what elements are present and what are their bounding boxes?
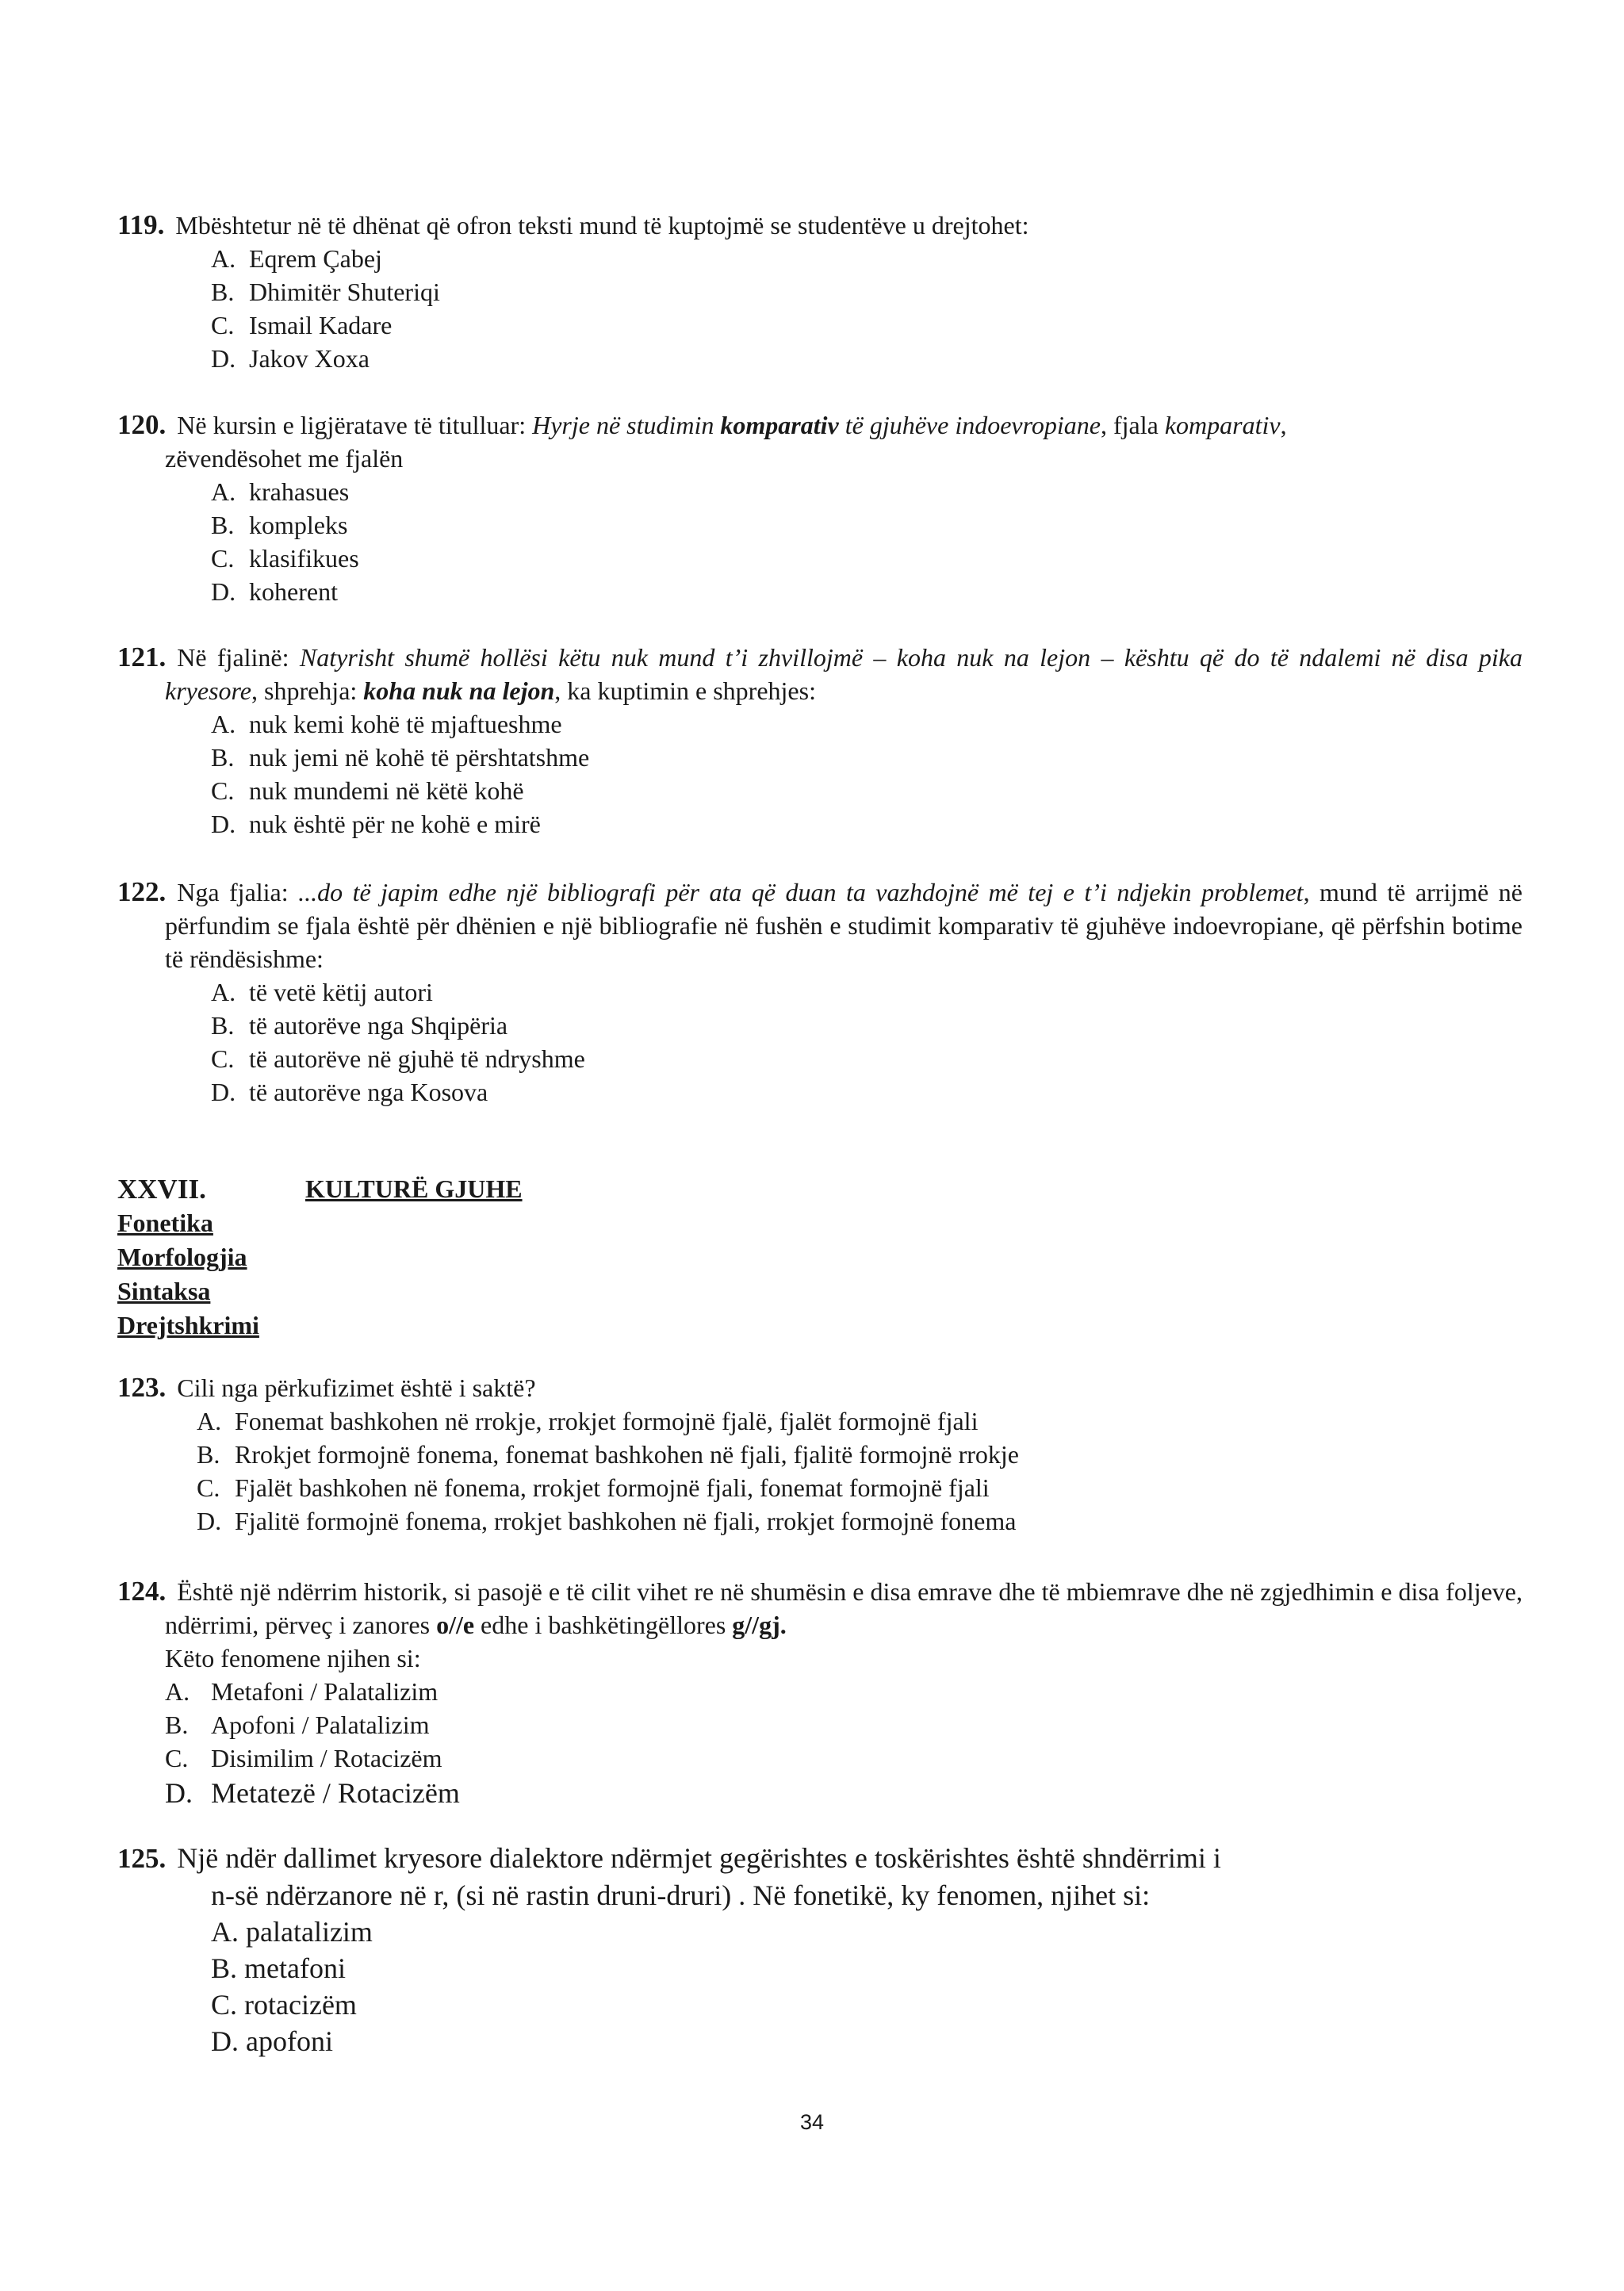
option-letter: B.: [197, 1440, 220, 1469]
option-a: [211, 707, 1522, 741]
options-list: [117, 1404, 1522, 1538]
question-text: Nga fjalia:: [177, 878, 299, 906]
option-c: [211, 308, 1522, 342]
options-list: [117, 242, 1522, 375]
option-text: nuk jemi në kohë të përshtatshme: [249, 743, 590, 772]
option-d: [211, 342, 1522, 375]
question-text: Cili nga përkufizimet është i saktë?: [177, 1373, 536, 1402]
question-text: , mund të arrijmë në përfundim se fjala është për dhënien e një bibliografie në fushën e studimit komparativ të gjuhëve indoevropiane, që përfshin botime të rëndësishme:: [165, 878, 1523, 973]
option-letter: D.: [197, 1507, 222, 1535]
option-letter: C.: [211, 311, 235, 339]
question-119: [117, 209, 1522, 375]
question-text: , ka kuptimin e shprehjes:: [554, 676, 816, 705]
question-124: [117, 1575, 1522, 1811]
options-list: [117, 975, 1522, 1109]
option-text: Metafoni / Palatalizim: [211, 1677, 439, 1706]
option-text: palatalizim: [246, 1916, 373, 1948]
option-b: [211, 741, 1522, 774]
option-text: të vetë këtij autori: [249, 978, 433, 1006]
option-c: [211, 1042, 1522, 1075]
option-letter: B.: [211, 1011, 235, 1040]
question-number: 120.: [117, 409, 167, 440]
option-letter: A.: [211, 1916, 239, 1948]
option-b: [211, 1950, 1522, 1986]
option-letter: B.: [211, 511, 235, 539]
option-text: Apofoni / Palatalizim: [211, 1711, 430, 1739]
question-124-lead: [117, 1642, 1522, 1675]
course-title-part: të gjuhëve indoevropiane: [838, 411, 1101, 439]
question-number: 122.: [117, 876, 167, 907]
option-c: [211, 542, 1522, 575]
quoted-sentence: ...do të japim edhe një bibliografi për ata që duan ta vazhdojnë më tej e t’i ndjekin problemet: [298, 878, 1304, 906]
option-b: [197, 1438, 1522, 1471]
question-119-stem: [117, 209, 1522, 242]
option-letter: B.: [211, 743, 235, 772]
option-a: [165, 1675, 1522, 1708]
question-number: 121.: [117, 642, 167, 672]
options-list: [117, 707, 1522, 841]
subsection-fonetika: Fonetika: [117, 1209, 213, 1237]
option-letter: D.: [211, 810, 236, 838]
question-123-stem: [117, 1371, 1522, 1404]
option-letter: B.: [165, 1711, 189, 1739]
option-letter: D.: [211, 1078, 236, 1106]
question-122-stem: [117, 875, 1522, 975]
question-121: [117, 641, 1522, 841]
option-b: [165, 1708, 1522, 1741]
question-121-stem: [117, 641, 1522, 707]
option-letter: A.: [211, 477, 236, 506]
question-120: [117, 408, 1522, 608]
options-list: [117, 1914, 1522, 2059]
question-120-stem: [117, 408, 1522, 442]
option-letter: A.: [197, 1407, 222, 1435]
question-text: , fjala: [1100, 411, 1165, 439]
question-125-stem: [117, 1840, 1522, 1877]
option-text: metafoni: [244, 1952, 346, 1984]
punctuation: ,: [1280, 411, 1287, 439]
option-text: Fonemat bashkohen në rrokje, rrokjet formojnë fjalë, fjalët formojnë fjali: [235, 1407, 979, 1435]
question-124-stem: [117, 1575, 1522, 1642]
option-letter: D.: [211, 577, 236, 606]
option-text: klasifikues: [249, 544, 359, 573]
option-letter: A.: [165, 1677, 190, 1706]
subsection-sintaksa: Sintaksa: [117, 1277, 211, 1305]
option-b: [211, 508, 1522, 542]
option-text: Metatezë / Rotacizëm: [211, 1777, 460, 1809]
section-title: KULTURË GJUHE: [305, 1174, 523, 1203]
option-letter: B.: [211, 1952, 238, 1984]
option-letter: A.: [211, 710, 236, 738]
option-a: [211, 975, 1522, 1009]
option-text: nuk mundemi në këtë kohë: [249, 776, 524, 805]
option-letter: C.: [211, 544, 235, 573]
option-text: apofoni: [246, 2025, 333, 2057]
question-text: edhe i bashkëtingëllores: [474, 1611, 733, 1639]
option-text: Disimilim / Rotacizëm: [211, 1744, 442, 1772]
option-d: [211, 2023, 1522, 2059]
option-text: të autorëve nga Shqipëria: [249, 1011, 508, 1040]
option-b: [211, 275, 1522, 308]
option-text: Fjalët bashkohen në fonema, rrokjet formojnë fjali, fonemat formojnë fjali: [235, 1473, 990, 1502]
quoted-sentence: Natyrisht shumë hollësi këtu nuk mund t’i zhvillojmë – koha nuk na lejon – kështu që do të ndalemi në disa pika kryesore: [165, 643, 1523, 705]
option-d: [165, 1775, 1522, 1811]
question-number: 125.: [117, 1843, 167, 1874]
page-number: 34: [799, 2110, 825, 2134]
option-letter: A.: [211, 978, 236, 1006]
option-letter: C.: [165, 1744, 189, 1772]
option-d: [211, 575, 1522, 608]
option-d: [211, 1075, 1522, 1109]
option-c: [211, 774, 1522, 807]
question-number: 124.: [117, 1576, 167, 1607]
question-text: Në kursin e ligjëratave të titulluar:: [177, 411, 533, 439]
option-text: Fjalitë formojnë fonema, rrokjet bashkohen në fjali, rrokjet formojnë fonema: [235, 1507, 1017, 1535]
option-text: Eqrem Çabej: [249, 244, 382, 273]
option-letter: D.: [211, 2025, 239, 2057]
option-text: kompleks: [249, 511, 348, 539]
option-letter: D.: [165, 1777, 193, 1809]
question-text: Një ndër dallimet kryesore dialektore ndërmjet gegërishtes e toskërishtes është shndërrimi i: [177, 1842, 1221, 1874]
question-text: , shprehja:: [251, 676, 364, 705]
question-text-continuation: zëvendësohet me fjalën: [165, 444, 404, 473]
option-letter: A.: [211, 244, 236, 273]
options-list: [117, 475, 1522, 608]
option-letter: D.: [211, 344, 236, 373]
highlighted-phrase: koha nuk na lejon: [363, 676, 555, 705]
option-letter: C.: [197, 1473, 220, 1502]
option-letter: B.: [211, 278, 235, 306]
option-b: [211, 1009, 1522, 1042]
section-heading: [117, 1172, 523, 1343]
option-c: [211, 1986, 1522, 2023]
option-a: [211, 242, 1522, 275]
highlighted-word: komparativ: [720, 411, 839, 439]
question-number: 119.: [117, 209, 165, 240]
option-text: të autorëve në gjuhë të ndryshme: [249, 1044, 585, 1073]
option-d: [211, 807, 1522, 841]
bold-term: g//gj.: [732, 1611, 787, 1639]
course-title-part: Hyrje në studimin: [532, 411, 721, 439]
option-c: [197, 1471, 1522, 1504]
subsection-morfologjia: Morfologjia: [117, 1243, 247, 1271]
option-text: Jakov Xoxa: [249, 344, 370, 373]
option-text: koherent: [249, 577, 338, 606]
option-letter: C.: [211, 1044, 235, 1073]
question-122: [117, 875, 1522, 1109]
italic-word: komparativ: [1164, 411, 1281, 439]
option-text: Rrokjet formojnë fonema, fonemat bashkohen në fjali, fjalitë formojnë rrokje: [235, 1440, 1019, 1469]
option-a: [211, 1914, 1522, 1950]
option-letter: C.: [211, 1989, 238, 2021]
question-123: [117, 1371, 1522, 1538]
options-list: [117, 1675, 1522, 1811]
option-c: [165, 1741, 1522, 1775]
bold-term: o//e: [436, 1611, 475, 1639]
section-number: XXVII.: [117, 1174, 206, 1205]
question-text: Mbështetur në të dhënat që ofron teksti mund të kuptojmë se studentëve u drejtohet:: [175, 211, 1029, 239]
question-text: Në fjalinë:: [177, 643, 300, 672]
option-a: [211, 475, 1522, 508]
option-text: nuk kemi kohë të mjaftueshme: [249, 710, 562, 738]
option-text: nuk është për ne kohë e mirë: [249, 810, 541, 838]
question-125: [117, 1840, 1522, 2059]
option-a: [197, 1404, 1522, 1438]
option-text: krahasues: [249, 477, 350, 506]
option-d: [197, 1504, 1522, 1538]
option-text: Ismail Kadare: [249, 311, 393, 339]
question-text-continuation: Këto fenomene njihen si:: [165, 1644, 421, 1672]
subsection-drejtshkrimi: Drejtshkrimi: [117, 1311, 259, 1339]
option-text: Dhimitër Shuteriqi: [249, 278, 440, 306]
question-text-continuation: n-së ndërzanore në r, (si në rastin druni-druri) . Në fonetikë, ky fenomen, njihet si:: [211, 1879, 1151, 1911]
option-text: të autorëve nga Kosova: [249, 1078, 488, 1106]
option-letter: C.: [211, 776, 235, 805]
option-text: rotacizëm: [244, 1989, 357, 2021]
question-text: Është një ndërrim historik, si pasojë e të cilit vihet re në shumësin e disa emrave dhe të mbiemrave dhe në zgjedhimin e disa foljeve, ndërrimi, përveç i zanores: [165, 1577, 1522, 1639]
question-number: 123.: [117, 1372, 167, 1403]
